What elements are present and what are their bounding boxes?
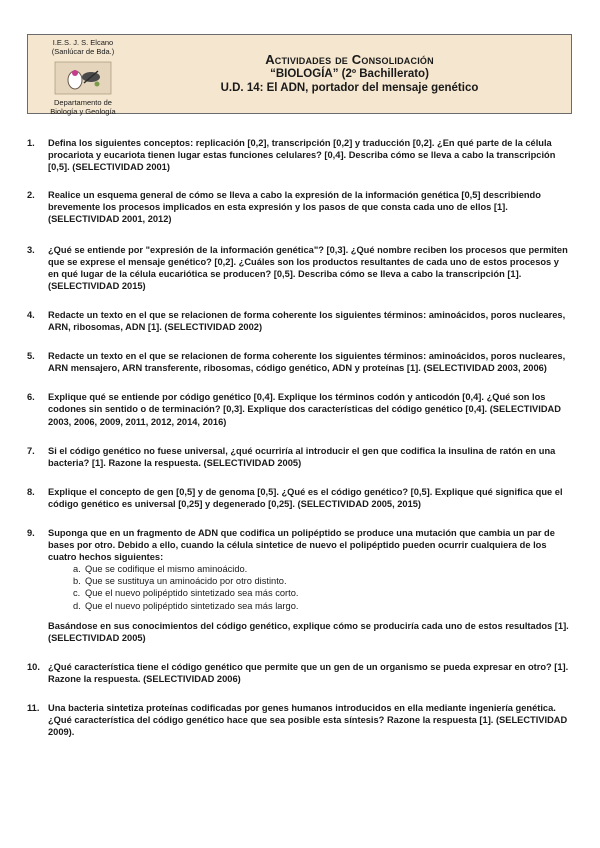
question-4 xyxy=(27,309,572,333)
question-9 xyxy=(27,527,572,644)
question-text: Suponga que en un fragmento de ADN que codifica un polipéptido se produce una mutación que cambia un par de bases por otro. Debido a ello, cuando la célula sintetice de nuevo el polipéptido pueden ocurrir cualquiera de los cuatro hechos siguientes: xyxy=(48,527,555,563)
question-5 xyxy=(27,350,572,374)
question-text: Una bacteria sintetiza proteínas codificadas por genes humanos introducidos en ella mediante ingeniería genética. ¿Qué característica del código genético hace que sea posible esta síntesis? Razone la respuesta [1]. (SELECTIVIDAD 2009). xyxy=(48,703,568,738)
dept-line-2: Biología y Geología xyxy=(50,107,116,116)
question-number: 7. xyxy=(27,445,35,456)
option-text: Que el nuevo polipéptido sintetizado sea más corto. xyxy=(85,588,299,599)
question-text: Redacte un texto en el que se relacionen de forma coherente los siguientes términos: aminoácidos, poros nucleares, ARN mensajero, ARN transferente, ribosomas, código genético, ADN y proteínas [1]. (SELECTIVIDAD 2003, 2006) xyxy=(48,351,566,374)
question-number: 2. xyxy=(27,190,35,201)
option-b xyxy=(73,575,572,587)
question-2 xyxy=(27,189,572,225)
option-text: Que se codifique el mismo aminoácido. xyxy=(85,564,248,575)
question-text: Defina los siguientes conceptos: replicación [0,2], transcripción [0,2] y traducción [0,2]. ¿En qué parte de la célula procariota y eucariota tienen lugar estas funciones celulares? [0,4]. Describa cómo se lleva a cabo la transcripción [0,5]. (SELECTIVIDAD 2001) xyxy=(48,138,556,173)
question-8 xyxy=(27,486,572,510)
option-a xyxy=(73,563,572,575)
school-block xyxy=(28,35,138,116)
question-9-options xyxy=(48,563,572,611)
option-text: Que se sustituya un aminoácido por otro distinto. xyxy=(85,576,287,587)
school-name xyxy=(28,38,138,56)
school-line-2: (Sanlúcar de Bda.) xyxy=(51,47,115,56)
option-letter: a. xyxy=(73,564,81,575)
dept-line-1: Departamento de xyxy=(54,98,112,107)
document-header xyxy=(27,34,572,114)
question-list xyxy=(27,137,572,738)
option-text: Que el nuevo polipéptido sintetizado sea más largo. xyxy=(85,600,299,611)
question-10 xyxy=(27,661,572,685)
option-letter: c. xyxy=(73,588,81,599)
option-d xyxy=(73,600,572,612)
question-number: 3. xyxy=(27,244,35,255)
document-title: Actividades de Consolidación xyxy=(265,52,434,67)
question-text: ¿Qué característica tiene el código genético que permite que un gen de un organismo se pueda expresar en otro? [1]. Razone la respuesta. (SELECTIVIDAD 2006) xyxy=(48,661,569,684)
question-number: 4. xyxy=(27,309,35,320)
question-number: 11. xyxy=(27,703,40,713)
school-line-1: I.E.S. J. S. Elcano xyxy=(52,38,114,47)
question-number: 10. xyxy=(27,661,40,672)
question-text: Explique el concepto de gen [0,5] y de genoma [0,5]. ¿Qué es el código genético? [0,5]. Explique qué significa que el código genético es universal [0,25] y degenerado [0,25]. (SELECTIVIDAD 2005, 2015) xyxy=(48,486,563,509)
option-letter: d. xyxy=(73,600,81,611)
title-block xyxy=(138,52,561,95)
option-letter: b. xyxy=(73,576,81,587)
question-7 xyxy=(27,445,572,469)
question-text: ¿Qué se entiende por "expresión de la información genética"? [0,3]. ¿Qué nombre reciben los procesos que permiten que se exprese el mensaje genético? [0,2]. ¿Cuáles son los productos resultantes de cada uno de estos procesos y en qué lugar de la célula eucariótica se producen? [0,5]. Describa cómo se lleva a cabo la transcripción [1]. (SELECTIVIDAD 2015) xyxy=(48,244,568,291)
question-text: Si el código genético no fuese universal, ¿qué ocurriría al introducir el gen que codifica la insulina de ratón en una bacteria? [1]. Razone la respuesta. (SELECTIVIDAD 2005) xyxy=(48,445,556,468)
unit-title: U.D. 14: El ADN, portador del mensaje genético xyxy=(220,82,479,94)
question-text: Redacte un texto en el que se relacionen de forma coherente los siguientes términos: aminoácidos, poros nucleares, ARN, ribosomas, ADN [1]. (SELECTIVIDAD 2002) xyxy=(48,309,566,333)
question-3 xyxy=(27,244,572,292)
question-text: Explique qué se entiende por código genético [0,4]. Explique los términos codón y anticodón [0,4]. ¿Qué son los codones sin sentido o de terminación? [0,3]. Explique dos características del código genético [0,4]. (SELECTIVIDAD 2003, 2006, 2009, 2011, 2012, 2014, 2016) xyxy=(48,392,561,427)
question-number: 9. xyxy=(27,527,35,538)
question-number: 6. xyxy=(27,392,35,403)
question-11 xyxy=(27,702,572,738)
question-number: 1. xyxy=(27,138,35,148)
question-number: 8. xyxy=(27,486,35,497)
course-subtitle: “BIOLOGÍA” (2º Bachillerato) xyxy=(270,68,429,80)
question-text: Realice un esquema general de cómo se lleva a cabo la expresión de la información genética [0,5] describiendo brevemente los procesos implicados en esta expresión y los pasos de que consta cada uno de ellos [1]. (SELECTIVIDAD 2001, 2012) xyxy=(48,190,541,225)
question-9-closing: Basándose en sus conocimientos del código genético, explique cómo se produciría cada uno de estos resultados [1]. (SELECTIVIDAD 2005) xyxy=(48,620,569,643)
question-1 xyxy=(27,137,572,173)
question-6 xyxy=(27,391,572,427)
question-number: 5. xyxy=(27,351,35,362)
department-logo-icon xyxy=(53,60,113,96)
department-name xyxy=(28,98,138,116)
option-c xyxy=(73,587,572,599)
